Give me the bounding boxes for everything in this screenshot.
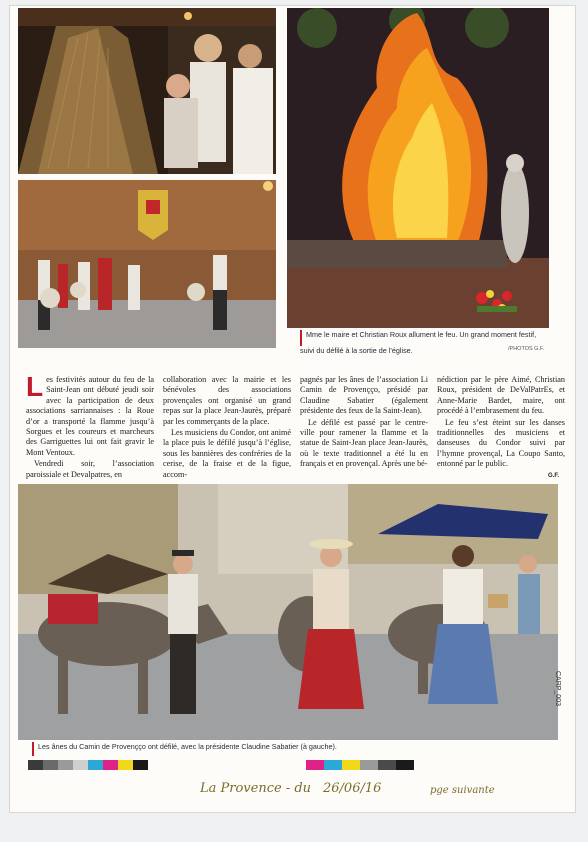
article-body: [26, 371, 565, 485]
paragraph: pagnés par les ânes de l’association Li Camin de Provençço, présidé par Claudine Sabatier (également présidente des feux de la Saint-Jean).: [300, 375, 428, 416]
paragraph: collaboration avec la mairie et les bénévoles des associations provençales ont organisé un grand repas sur la place Jean-Jaurès, préparé par les commerçants de la place.: [163, 375, 291, 426]
photo-donkeys-parade: [18, 484, 558, 740]
paragraph: Vendredi soir, l’association paroissiale et Devalpatres, en: [26, 459, 154, 479]
photo-lighting-ceremony: [18, 8, 276, 174]
article-column-1: [26, 371, 154, 481]
handwritten-note: pge suivante: [430, 785, 495, 796]
photo-credit: /PHOTOS G.F.: [508, 346, 545, 352]
archive-code: CARP_003: [554, 670, 561, 706]
paragraph: Le feu s’est éteint sur les danses traditionnelles des musiciens et danseuses du Condor suivi par l’hymne provençal, La Coupo Santo, entonné par le public.: [437, 417, 565, 469]
paragraph: es festivités autour du feu de la Saint-Jean ont débuté jeudi soir avec la participation de deux associations sarriannaises : la Roue d’or a transporté la flamme jusqu’à Sorgues et les coureurs et marcheurs des Garriguettes lui ont fait gravir le Mont Ventoux.: [26, 375, 154, 457]
photo-caption-fire: [300, 330, 540, 355]
caption-text: Les ânes du Camin de Provençço ont défilé, avec la présidente Claudine Sabatier (à gauche).: [38, 742, 337, 751]
photo-musicians-banner: [18, 180, 276, 348]
paragraph: Le défilé est passé par le centre-ville pour ramener la flamme et la statue de Saint-Jean place Jean-Jaurès, où le texte traditionnel a été lu en français et en provençal. Après une bé-: [300, 417, 428, 469]
article-column-2: [163, 375, 291, 481]
caption-text: Mme le maire et Christian Roux allument le feu. Un grand moment festif, suivi du défilé à la sortie de l’église.: [300, 330, 537, 355]
author-signature: G.F.: [548, 473, 560, 479]
photo-bonfire: [287, 8, 549, 328]
color-calibration-strip: [28, 760, 148, 770]
newspaper-clipping: [10, 6, 575, 812]
article-column-3: [300, 375, 428, 471]
caption-accent-bar: [300, 330, 302, 346]
article-column-4: [437, 375, 565, 471]
dropcap: L: [26, 371, 44, 402]
handwritten-date: 26/06/16: [323, 781, 382, 796]
photo-caption-donkeys: [32, 742, 552, 756]
caption-accent-bar: [32, 742, 34, 756]
paragraph: Les musiciens du Condor, ont animé la place puis le défilé jusqu’à l’église, sous les bannières des confréries de la cerise, de la fraise et de la figue, accom-: [163, 428, 291, 479]
paragraph: nédiction par le père Aimé, Christian Roux, président de DeValPatrEs, et Anne-Marie Bardet, maire, ont procédé à l’embrasement du feu.: [437, 375, 565, 416]
color-calibration-strip: [306, 760, 414, 770]
handwritten-source: La Provence - du: [200, 781, 312, 796]
